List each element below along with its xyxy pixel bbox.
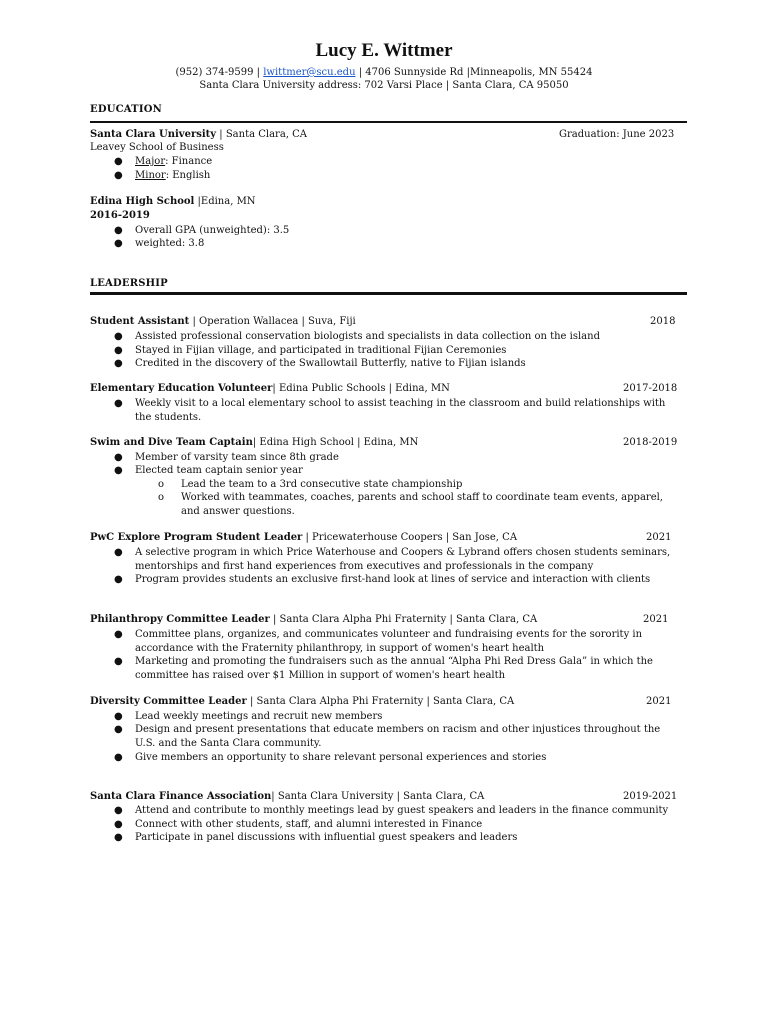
leadership-entry: Santa Clara Finance Association| Santa Clara University | Santa Clara, CA (90, 791, 485, 802)
leadership-entry: Elementary Education Volunteer| Edina Public Schools | Edina, MN (90, 383, 450, 394)
business-school: Leavey School of Business (90, 142, 224, 153)
contact-line: (952) 374-9599 | lwittmer@scu.edu | 4706 Sunnyside Rd |Minneapolis, MN 55424 (175, 67, 593, 78)
section-divider (90, 121, 687, 123)
entry-date: 2021 (646, 696, 672, 707)
entry-date: 2021 (646, 532, 672, 543)
school-address: Santa Clara University address: 702 Varsi Place | Santa Clara, CA 95050 (199, 80, 569, 91)
leadership-entry: Swim and Dive Team Captain| Edina High School | Edina, MN (90, 437, 419, 448)
section-divider (90, 292, 687, 295)
leadership-heading: LEADERSHIP (90, 278, 168, 289)
edina-years: 2016-2019 (90, 210, 150, 221)
entry-date: 2018-2019 (623, 437, 678, 448)
education-heading: EDUCATION (90, 104, 162, 115)
email-link[interactable]: lwittmer@scu.edu (263, 67, 356, 78)
leadership-entry: Diversity Committee Leader | Santa Clara Alpha Phi Fraternity | Santa Clara, CA (90, 696, 515, 707)
leadership-entry: Student Assistant | Operation Wallacea | Suva, Fiji (90, 316, 356, 327)
candidate-name: Lucy E. Wittmer (315, 40, 453, 61)
graduation-date: Graduation: June 2023 (559, 129, 675, 140)
education-entry-scu: Santa Clara University | Santa Clara, CA (90, 129, 308, 140)
leadership-entry: Philanthropy Committee Leader | Santa Clara Alpha Phi Fraternity | Santa Clara, CA (90, 614, 538, 625)
home-address: | 4706 Sunnyside Rd |Minneapolis, MN 55424 (355, 67, 593, 78)
entry-date: 2017-2018 (623, 383, 678, 394)
education-entry-edina: Edina High School |Edina, MN (90, 196, 256, 207)
leadership-entry: PwC Explore Program Student Leader | Pricewaterhouse Coopers | San Jose, CA (90, 532, 518, 543)
entry-date: 2019-2021 (623, 791, 678, 802)
entry-date: 2018 (650, 316, 676, 327)
entry-date: 2021 (643, 614, 669, 625)
phone: (952) 374-9599 (175, 67, 254, 78)
resume-page: Lucy E. Wittmer (952) 374-9599 | lwittmer@scu.edu | 4706 Sunnyside Rd |Minneapolis, MN 55424 Santa Clara University address: 702 Varsi Place | Santa Clara, CA 95050 EDUCATION Santa Clara University | Santa Clara, CA Graduation: June 2023 Leavey School of Business ● Major: Finance ● Minor: English Edina High School |Edina, MN 2016-2019 ● Overall GPA (unweighted): 3.5 ● weighted: 3.8 LEADERSHIP Student Assistant | Operation Wallacea | Suva, Fiji 2018 ● Assisted professional conservation biologists and specialists in data collection on the island ● Stayed in Fijian village, and participated in traditional Fijian Ceremonies ● Credited in the discovery of the Swallowtail Butterfly, native to Fijian islands Elementary Education Volunteer| Edina Public Schools | Edina, MN 2017-2018 ● Weekly visit to a local elementary school to assist teaching in the classroom and build relationships with the students. Swim and Dive Team Captain| Edina High School | Edina, MN 2018-2019 ● Member of varsity team since 8th grade ● Elected team captain senior year o Lead the team to a 3rd consecutive state championship o Worked with teammates, coaches, parents and school staff to coordinate team events, apparel, and answer questions. PwC Explore Program Student Leader | Pricewaterhouse Coopers | San Jose, CA 2021 ● A selective program in which Price Waterhouse and Coopers & Lybrand offers chosen students seminars, mentorships and first hand experiences from executives and professionals in the company ● Program provides students an exclusive first-hand look at lines of service and interaction with clients Philanthropy Committee Leader | Santa Clara Alpha Phi Fraternity | Santa Clara, CA 2021 ● Committee plans, organizes, and communicates volunteer and fundraising events for the sorority in accordance with the Fraternity philanthropy, in support of women's heart health ● Marketing and promoting the fundraisers such as the annual “Alpha Phi Red Dress Gala” in which the committee has raised over $1 Million in support of women's heart health Diversity Committee Leader | Santa Clara Alpha Phi Fraternity | Santa Clara, CA 2021 ● Lead weekly meetings and recruit new members ● Design and present presentations that educate members on racism and other injustices throughout the U.S. and the Santa Clara community. ● Give members an opportunity to share relevant personal experiences and stories Santa Clara Finance Association| Santa Clara University | Santa Clara, CA 2019-2021 ● Attend and contribute to monthly meetings lead by guest speakers and leaders in the finance community ● Connect with other students, staff, and alumni interested in Finance ● Participate in panel discussions with influential guest speakers and leaders (0, 0, 768, 1024)
